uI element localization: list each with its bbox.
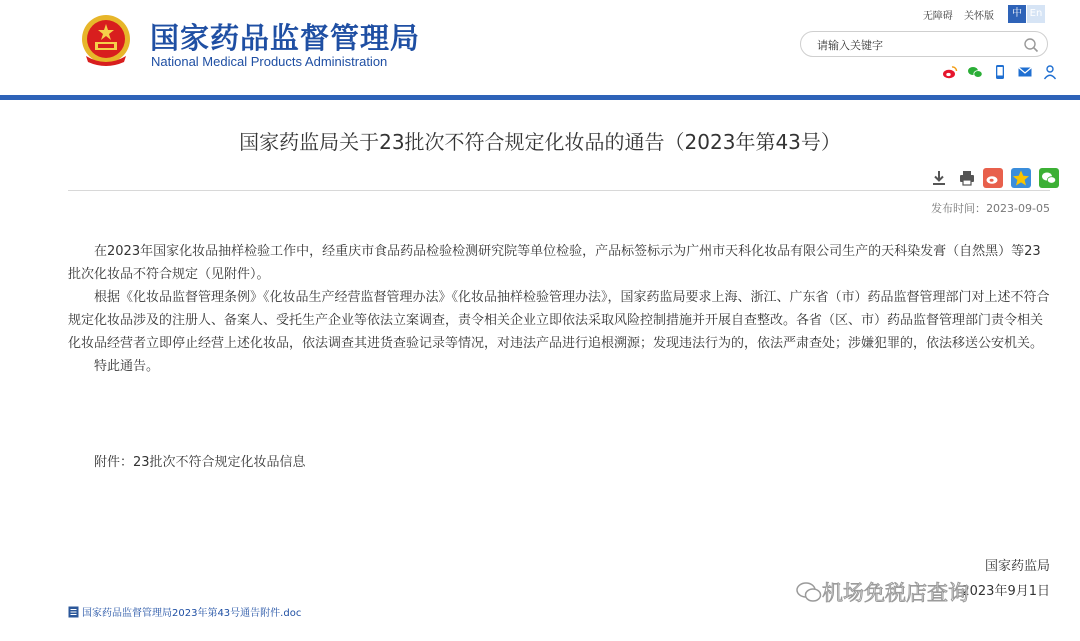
doc-file-icon: [68, 606, 79, 618]
mobile-icon[interactable]: [992, 64, 1008, 80]
article-tools: [926, 168, 977, 188]
wechat-icon[interactable]: [967, 64, 983, 80]
lang-en-button[interactable]: En: [1027, 5, 1045, 23]
mail-icon[interactable]: [1017, 64, 1033, 80]
signer: 国家药监局: [984, 559, 1050, 574]
publish-time: [931, 200, 1050, 216]
attachment-link-label[interactable]: 国家药品监督管理局2023年第43号通告附件.doc: [82, 608, 302, 619]
national-emblem-icon[interactable]: [78, 12, 134, 68]
publish-label: 发布时间：: [931, 202, 987, 215]
top-links: [915, 7, 994, 22]
site-name-en[interactable]: National Medical Products Administration: [151, 54, 388, 69]
print-icon[interactable]: [957, 168, 977, 188]
title-divider: [68, 190, 1050, 191]
search-box: [800, 31, 1048, 57]
search-input[interactable]: [815, 36, 1019, 54]
share-weibo-icon[interactable]: [983, 168, 1003, 188]
search-icon[interactable]: [1023, 37, 1039, 53]
share-tools: [980, 168, 1059, 188]
article-title: 国家药监局关于23批次不符合规定化妆品的通告（2023年第43号）: [239, 130, 841, 154]
header-divider: [0, 95, 1080, 100]
watermark-text: 机场免税店查询: [822, 581, 969, 605]
user-icon[interactable]: [1042, 64, 1058, 80]
site-name-cn[interactable]: 国家药品监督管理局: [150, 21, 421, 55]
lang-zh-button[interactable]: 中: [1008, 5, 1026, 23]
accessibility-link[interactable]: 无障碍: [922, 11, 953, 22]
site-header: [0, 0, 1080, 96]
weibo-icon[interactable]: [942, 64, 958, 80]
download-icon[interactable]: [929, 168, 949, 188]
paragraph-2: 根据《化妆品监督管理条例》《化妆品生产经营监督管理办法》《化妆品抽样检验管理办法》，国家药监局要求上海、浙江、广东省（市）药品监督管理部门对上述不符合规定化妆品涉及的注册人、备案人、受托生产企业等依法立案调查，责令相关企业立即依法采取风险控制措施并开展自查整改。各省（区、市）药品监督管理部门责令相关化妆品经营者立即停止经营上述化妆品，依法调查其进货查验记录等情况，对违法产品进行追根溯源；发现违法行为的，依法严肃查处；涉嫌犯罪的，依法移送公安机关。: [68, 290, 1050, 351]
paragraph-3: 特此通告。: [94, 359, 160, 374]
wechat-watermark-icon: [795, 580, 823, 604]
paragraph-1: 在2023年国家化妆品抽样检验工作中，经重庆市食品药品检验检测研究院等单位检验，产品标签标示为广州市天科化妆品有限公司生产的天科染发膏（自然黑）等23批次化妆品不符合规定（见附件）。: [68, 244, 1041, 282]
social-links: [942, 64, 1062, 80]
sign-date: 2023年9月1日: [961, 584, 1050, 599]
attachment-link[interactable]: [68, 604, 301, 619]
care-mode-link[interactable]: 关怀版: [964, 11, 994, 22]
article-body: [68, 240, 1050, 378]
share-qzone-icon[interactable]: [1011, 168, 1031, 188]
publish-date: 2023-09-05: [986, 202, 1050, 215]
share-wechat-icon[interactable]: [1039, 168, 1059, 188]
attachment-note: 附件：23批次不符合规定化妆品信息: [94, 455, 306, 470]
